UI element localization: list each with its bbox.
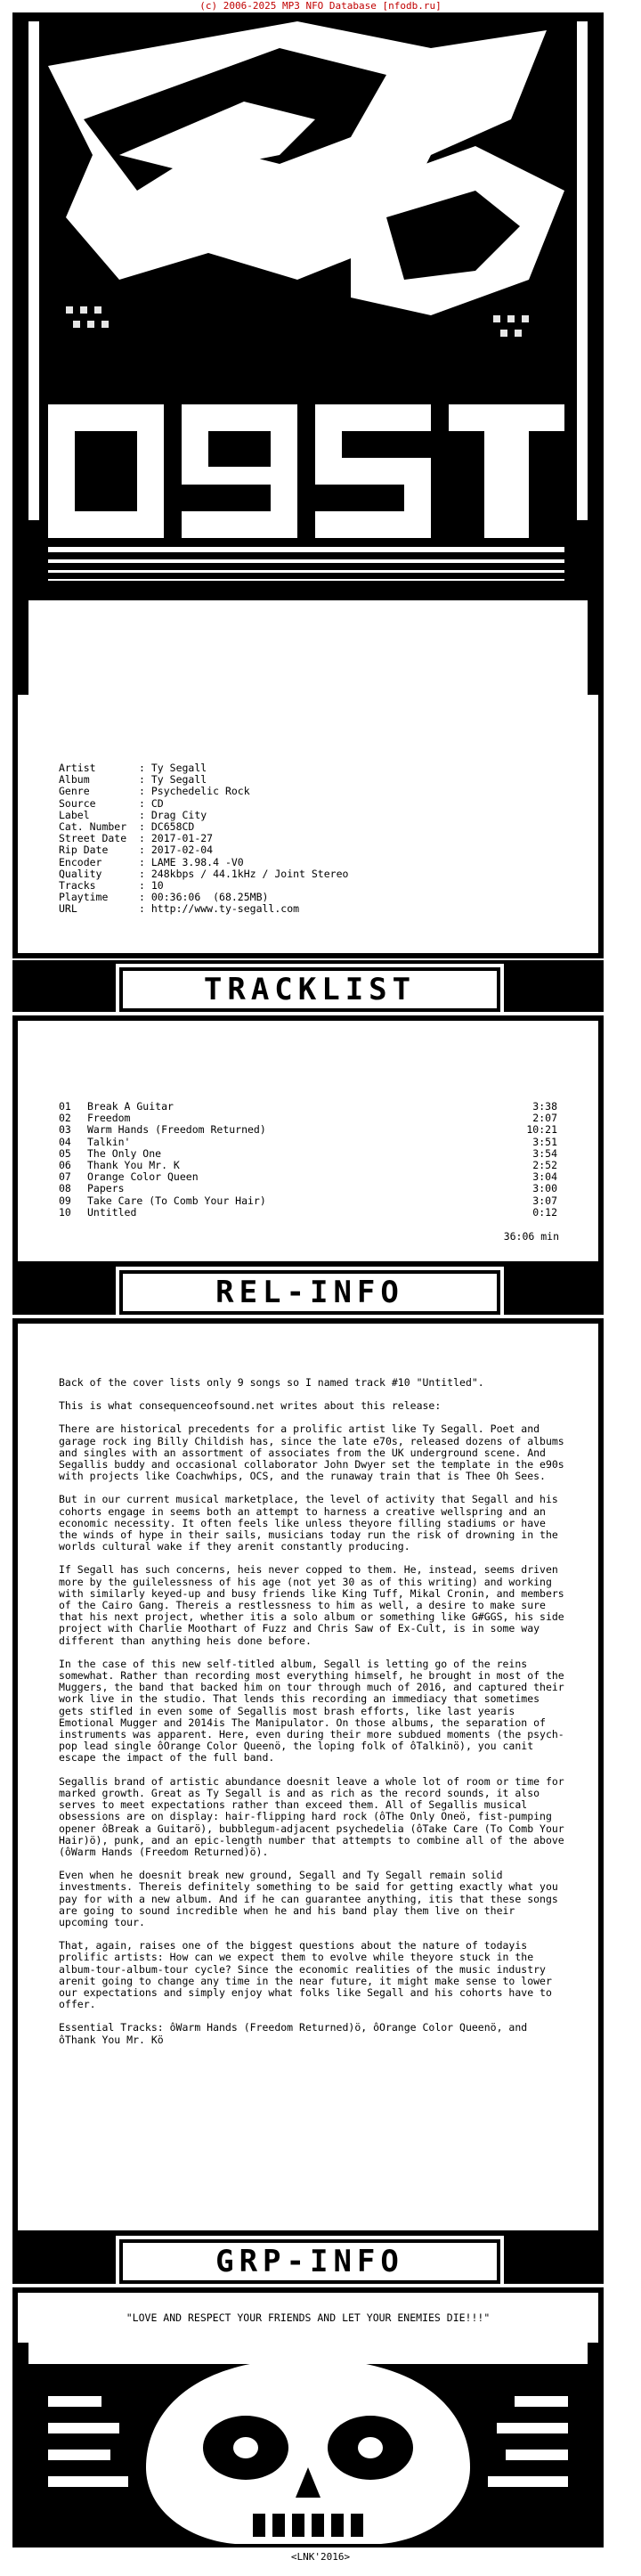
release-field: Artist : Ty Segall	[59, 762, 207, 774]
relinfo-text	[59, 1377, 568, 2058]
track-duration: 0:12	[532, 1205, 557, 1219]
track-duration: 3:04	[532, 1170, 557, 1184]
relinfo-paragraph: That, again, raises one of the biggest questions about the nature of todayis prolific artists: How can we expect them to evolve while theyore stuck in the album-tour-album-tour cycle? Since the economic realities of the music industry arenit going to change any time in the near future, it might make sense to lower our expectations and simply enjoy what folks like Segall and his cohorts have to offer.	[59, 1939, 552, 2011]
release-field: Source : CD	[59, 796, 164, 810]
track-number: 01	[59, 1100, 71, 1113]
release-field-key: Quality	[59, 867, 140, 880]
total-playtime: 36:06 min	[503, 1230, 559, 1243]
release-field: Quality : 248kbps / 44.1kHz / Joint Stereo	[59, 867, 349, 880]
release-field-key: Playtime	[59, 891, 140, 904]
track-number: 04	[59, 1135, 71, 1148]
track-title: Untitled	[87, 1205, 137, 1219]
track-number: 02	[59, 1112, 71, 1125]
release-field: Playtime : 00:36:06 (68.25MB)	[59, 891, 269, 904]
track-list	[59, 1101, 557, 1219]
release-field-key: Encoder	[59, 855, 140, 868]
track-title: Papers	[87, 1182, 125, 1195]
track-title: Freedom	[87, 1112, 131, 1125]
relinfo-panel	[12, 1318, 604, 2236]
release-field-key: Source	[59, 796, 140, 810]
release-field: Genre : Psychedelic Rock	[59, 785, 250, 798]
header-artwork	[12, 12, 604, 725]
track-duration: 2:07	[532, 1112, 557, 1125]
track-duration: 3:00	[532, 1182, 557, 1195]
track-duration: 3:38	[532, 1100, 557, 1113]
track-title: Warm Hands (Freedom Returned)	[87, 1123, 266, 1137]
release-field-key: Tracks	[59, 879, 140, 893]
copyright-line: (c) 2006-2025 MP3 NFO Database [nfodb.ru]	[199, 0, 442, 12]
track-number: 09	[59, 1194, 71, 1207]
release-field-key: URL	[59, 902, 140, 916]
relinfo-paragraph: Essential Tracks: ôWarm Hands (Freedom Returned)ö, ôOrange Color Queenö, and ôThank You Mr. Kö	[59, 2021, 528, 2046]
release-field-key: Rip Date	[59, 844, 140, 857]
track-number: 10	[59, 1205, 71, 1219]
tracklist-banner	[12, 960, 604, 1012]
track-title: Take Care (To Comb Your Hair)	[87, 1194, 266, 1207]
track-title: Thank You Mr. K	[87, 1159, 180, 1172]
track-title: Orange Color Queen	[87, 1170, 199, 1184]
relinfo-paragraph: Back of the cover lists only 9 songs so I named track #10 "Untitled".	[59, 1376, 484, 1389]
track-duration: 3:51	[532, 1135, 557, 1148]
release-field-key: Label	[59, 808, 140, 821]
track-title: The Only One	[87, 1146, 162, 1160]
relinfo-heading: REL-INFO	[215, 1275, 404, 1310]
tracklist-panel	[12, 1015, 604, 1267]
release-field: URL : http://www.ty-segall.com	[59, 902, 300, 916]
track-duration: 10:21	[526, 1123, 557, 1137]
release-field-value: 2017-02-04	[150, 844, 214, 857]
release-field-value: Ty Segall	[150, 762, 207, 774]
release-field-value: Drag City	[150, 808, 207, 821]
group-motto: "LOVE AND RESPECT YOUR FRIENDS AND LET YOUR ENEMIES DIE!!!"	[126, 2311, 491, 2324]
relinfo-plate	[119, 1270, 500, 1315]
release-field-key: Street Date	[59, 832, 140, 845]
skull-art	[12, 2343, 604, 2547]
release-field-value: Ty Segall	[150, 773, 207, 787]
tracklist-plate	[119, 967, 500, 1012]
relinfo-paragraph: This is what consequenceofsound.net writes about this release:	[59, 1399, 442, 1413]
track-duration: 2:52	[532, 1159, 557, 1172]
grpinfo-banner	[12, 2232, 604, 2284]
relinfo-paragraph: But in our current musical marketplace, the level of activity that Segall and his cohorts engage in seems both an attempt to harness a creative wellspring and an economic necessity. It often feels like unless theyore filling stadiums or have the winds of hype in their sails, musicians today run the risk of drowning in the worlds cultural wake if they arenit constantly producing.	[59, 1493, 558, 1553]
release-field-value: 00:36:06 (68.25MB)	[150, 891, 269, 904]
release-field-value[interactable]: http://www.ty-segall.com	[150, 902, 300, 916]
grpinfo-panel	[12, 2287, 604, 2343]
bird-logo-art	[12, 12, 604, 725]
release-field: Label : Drag City	[59, 808, 207, 821]
track-number: 06	[59, 1159, 71, 1172]
release-field-value: 2017-01-27	[150, 832, 214, 845]
release-field: Encoder : LAME 3.98.4 -V0	[59, 855, 244, 868]
release-field: Tracks : 10	[59, 879, 164, 893]
track-duration: 3:07	[532, 1194, 557, 1207]
release-field-key: Album	[59, 773, 140, 787]
relinfo-paragraph: If Segall has such concerns, heis never copped to them. He, instead, seems driven more by the guilelessness of his age (not yet 30 as of this writing) and working with similarly keyed-up and busy friends like King Tuff, Mikal Cronin, and members of the Cairo Gang. Thereis a restlessness to him as well, a desire to make sure that his next project, whether itis a solo album or something like G#GGS, his side project with Charlie Moothart of Fuzz and Chris Saw of Ex-Cult, is in some way different than anything heis done before.	[59, 1563, 564, 1647]
release-field: Cat. Number : DC658CD	[59, 820, 195, 834]
track-duration: 3:54	[532, 1146, 557, 1160]
relinfo-paragraph: Segallis brand of artistic abundance doesnit leave a whole lot of room or time for marked growth. Great as Ty Segall is and as rich as the record sounds, it also serves to meet expectations rather than exceed them. All of Segallis musical obsessions are on display: hair-flipping hard rock (ôThe Only Oneö, fist-pumping opener ôBreak a Guitarö), bubblegum-adjacent psychedelia (ôTake Care (To Comb Your Hair)ö), punk, and an epic-length number that attempts to combine all of the above (ôWarm Hands (Freedom Returned)ö).	[59, 1774, 564, 1858]
release-field-value: 248kbps / 44.1kHz / Joint Stereo	[150, 867, 349, 880]
release-field-key: Genre	[59, 785, 140, 798]
footer-artwork	[12, 2343, 604, 2547]
track-number: 03	[59, 1123, 71, 1137]
track-number: 05	[59, 1146, 71, 1160]
release-field: Street Date : 2017-01-27	[59, 832, 214, 845]
track-title: Talkin'	[87, 1135, 131, 1148]
track-number: 07	[59, 1170, 71, 1184]
relinfo-paragraph: There are historical precedents for a prolific artist like Ty Segall. Poet and garage rock ing Billy Childish has, since the late e70s, released dozens of albums and singles with an assortment of associates from the UK underground scene. And Segallis buddy and occasional collaborator John Dwyer set the template in the e90s with projects like Coachwhips, OCS, and the runaway train that is Thee Oh Sees.	[59, 1423, 564, 1483]
release-field-key: Cat. Number	[59, 820, 140, 834]
release-field-value: 10	[150, 879, 164, 893]
grpinfo-heading: GRP-INFO	[215, 2244, 404, 2279]
relinfo-banner	[12, 1263, 604, 1315]
release-field-value: DC658CD	[150, 820, 195, 834]
tracklist-heading: TRACKLIST	[203, 972, 417, 1007]
release-info-panel	[12, 695, 604, 958]
relinfo-paragraph: Even when he doesnit break new ground, Segall and Ty Segall remain solid investments. Thereis definitely something to be said for getting exactly what you pay for with a new album. And if he can guarantee anything, itis that these songs are going to sound incredible when he and his band play them live on their upcoming tour.	[59, 1869, 558, 1928]
release-field-key: Artist	[59, 762, 140, 774]
release-field-value: CD	[150, 796, 164, 810]
track-title: Break A Guitar	[87, 1100, 174, 1113]
release-field: Rip Date : 2017-02-04	[59, 844, 214, 857]
relinfo-paragraph: In the case of this new self-titled album, Segall is letting go of the reins somewhat. Rather than recording most everything himself, he brought in most of the Muggers, the band that backed him on tour through much of 2016, and captured their work live in the studio. That lends this recording an immediacy that sometimes gets stifled in even some of Segallis most brash efforts, like last yearis Emotional Mugger and 2014is The Manipulator. On those albums, the separation of instruments was apparent. Here, even during their more subdued moments (the psych-pop lead single ôOrange Color Queenö, the loping folk of ôTalkinö), you canit escape the impact of the full band.	[59, 1657, 564, 1765]
release-info-fields	[59, 762, 348, 916]
release-field-value: Psychedelic Rock	[150, 785, 250, 798]
grpinfo-plate	[119, 2239, 500, 2284]
release-field: Album : Ty Segall	[59, 773, 207, 787]
release-field-value: LAME 3.98.4 -V0	[150, 855, 244, 868]
track-number: 08	[59, 1182, 71, 1195]
signature: <LNK'2016>	[290, 2551, 351, 2563]
